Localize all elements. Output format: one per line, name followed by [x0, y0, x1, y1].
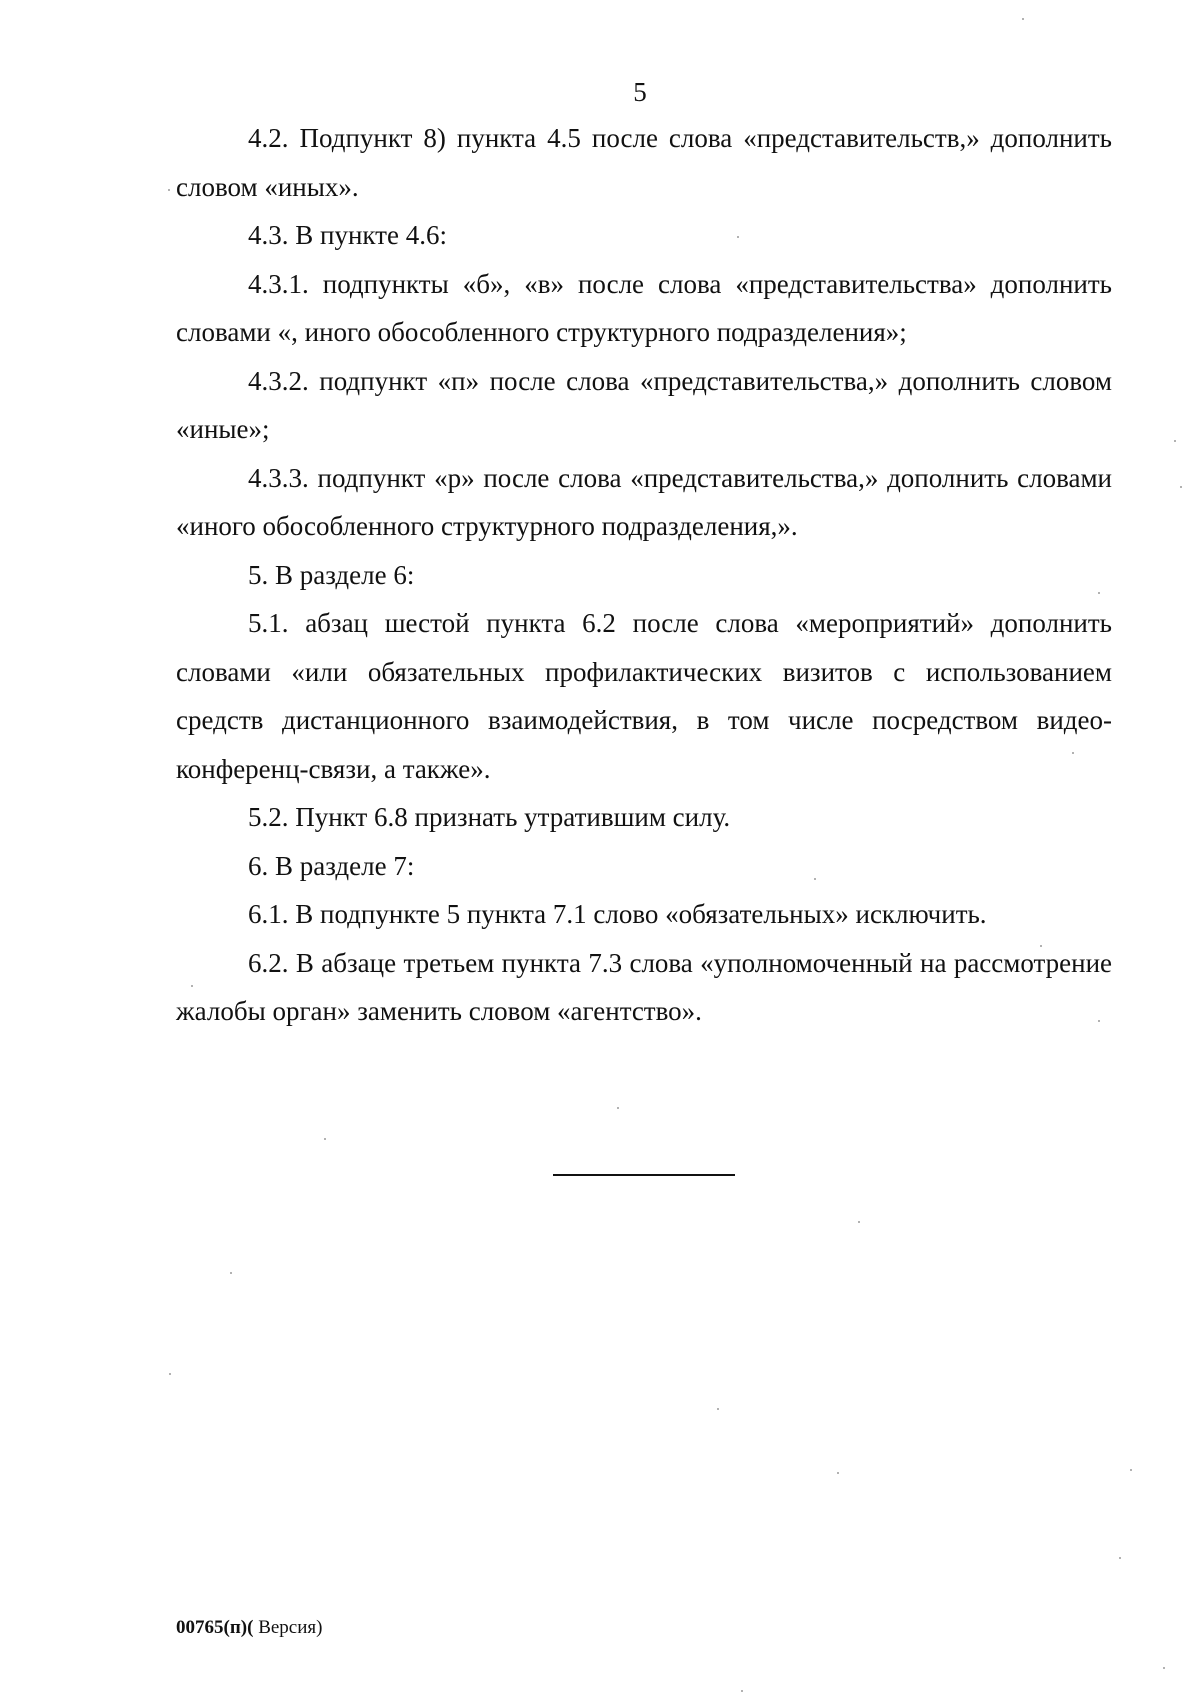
paragraph-6: 6. В разделе 7: [248, 850, 415, 881]
scan-speck [169, 1373, 171, 1375]
paragraph-5-1: 5.1. абзац шестой пункта 6.2 после слова «мероприятий» дополнить словами «или обязательных профилактических визитов с использованием средств дистанционного взаимодействия, в том числе посредством видео-конференц-связи, а также». [176, 608, 1112, 784]
scan-speck [1040, 945, 1042, 947]
scan-speck [1180, 486, 1182, 488]
document-body [176, 114, 1112, 1036]
scan-speck [814, 878, 816, 880]
footer-code: 00765(п)( [176, 1617, 254, 1638]
scan-speck [1098, 592, 1100, 594]
scan-speck [1174, 440, 1176, 442]
scan-speck [168, 189, 170, 191]
scan-speck [191, 985, 193, 987]
scan-speck [1130, 1469, 1132, 1471]
scan-speck [837, 1472, 839, 1474]
footer-document-code [176, 1616, 322, 1640]
paragraph-4-2: 4.2. Подпункт 8) пункта 4.5 после слова «представительств,» дополнить словом «иных». [176, 123, 1112, 202]
paragraph-4-3-2: 4.3.2. подпункт «п» после слова «представительства,» дополнить словом «иные»; [176, 365, 1112, 444]
scan-speck [1119, 1557, 1121, 1559]
paragraph-6-2: 6.2. В абзаце третьем пункта 7.3 слова «уполномоченный на рассмотрение жалобы орган» заменить словом «агентство». [176, 947, 1112, 1026]
paragraph-5-2: 5.2. Пункт 6.8 признать утратившим силу. [248, 802, 731, 832]
paragraph-5: 5. В разделе 6: [248, 559, 415, 590]
paragraph-6-1: 6.1. В подпункте 5 пункта 7.1 слово «обязательных» исключить. [248, 899, 987, 929]
paragraph-4-3: 4.3. В пункте 4.6: [248, 220, 447, 250]
scan-speck [737, 236, 739, 238]
scan-speck [1163, 1667, 1165, 1669]
scan-speck [230, 1272, 232, 1274]
paragraph-4-3-3: 4.3.3. подпункт «р» после слова «представительства,» дополнить словами «иного обособленного структурного подразделения,». [176, 462, 1112, 541]
paragraph-4-3-1: 4.3.1. подпункты «б», «в» после слова «представительства» дополнить словами «, иного обособленного структурного подразделения»; [176, 268, 1112, 347]
scan-speck [617, 1107, 619, 1109]
footer-version: Версия) [253, 1617, 323, 1638]
scan-speck [1098, 1020, 1100, 1022]
scan-speck [741, 1690, 743, 1692]
scan-speck [1072, 752, 1074, 754]
scan-speck [858, 1221, 860, 1223]
page-number: 5 [633, 77, 647, 107]
scan-speck [1022, 18, 1024, 20]
end-separator-line [553, 1174, 735, 1176]
scan-speck [717, 1408, 719, 1410]
scan-speck [324, 1138, 326, 1140]
